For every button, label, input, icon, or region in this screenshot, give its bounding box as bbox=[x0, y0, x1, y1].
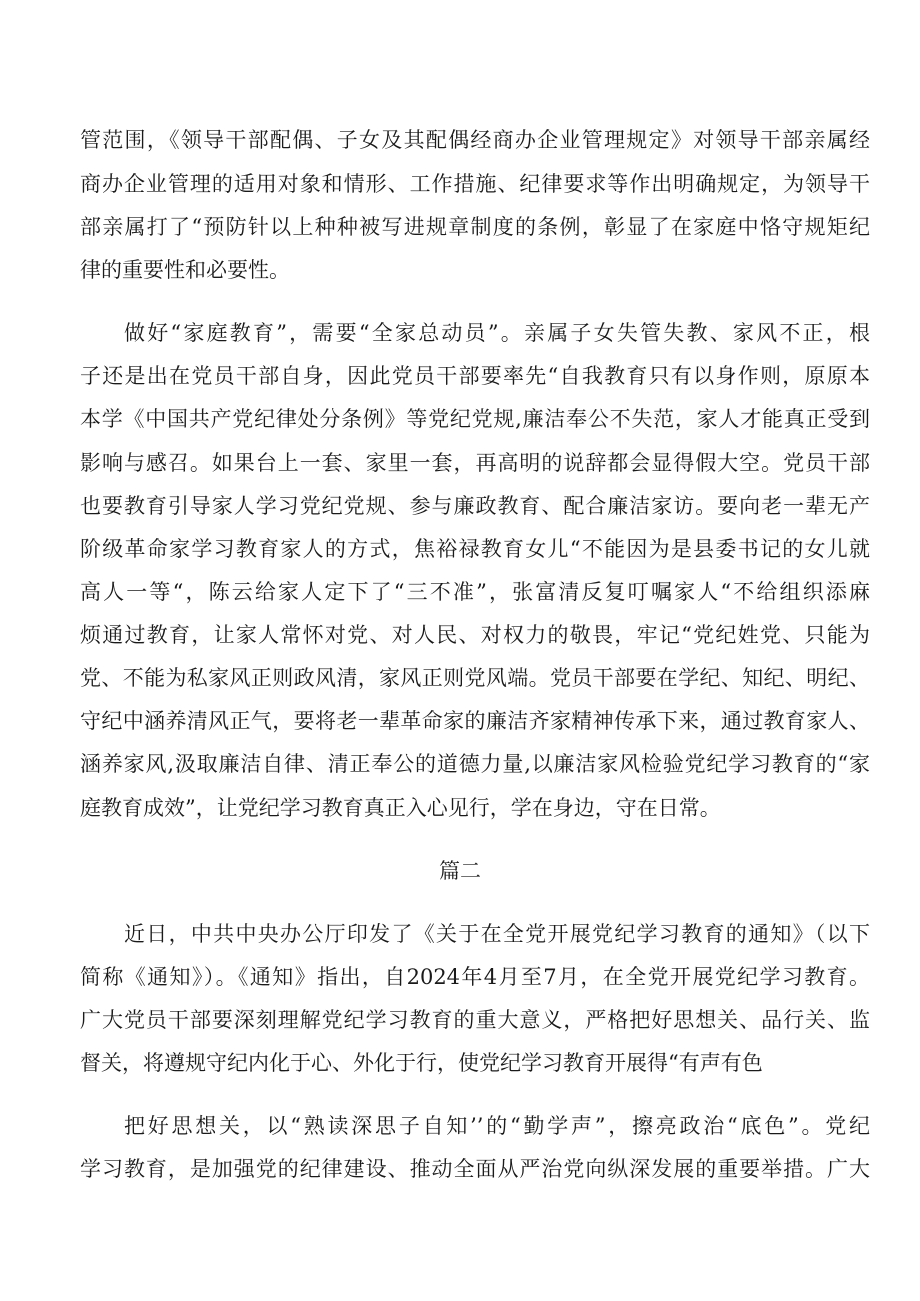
paragraph-2-line-8: 烦通过教育，让家人常怀对党、对人民、对权力的敬畏，牢记“党纪姓党、只能为 bbox=[80, 623, 870, 647]
paragraph-4-line-2: 学习教育，是加强党的纪律建设、推动全面从严治党向纵深发展的重要举措。广大 bbox=[80, 1157, 870, 1181]
paragraph-2-line-2: 子还是出在党员干部自身，因此党员干部要率先“自我教育只有以身作则，原原本 bbox=[80, 364, 870, 388]
paragraph-2-line-7: 高人一等“，陈云给家人定下了“三不准”，张富清反复叮嘱家人“不给组织添麻 bbox=[80, 580, 870, 604]
paragraph-3-line-4: 督关，将遵规守纪内化于心、外化于行，使党纪学习教育开展得“有声有色 bbox=[80, 1051, 763, 1075]
paragraph-2-line-6: 阶级革命家学习教育家人的方式，焦裕禄教育女儿“不能因为是县委书记的女儿就 bbox=[80, 537, 870, 561]
paragraph-2-line-11: 涵养家风,汲取廉洁自律、清正奉公的道德力量,以廉洁家风检验党纪学习教育的“家 bbox=[80, 752, 870, 776]
paragraph-3-line-1: 近日，中共中央办公厅印发了《关于在全党开展党纪学习教育的通知》（以下 bbox=[124, 922, 870, 946]
paragraph-3-line-3: 广大党员干部要深刻理解党纪学习教育的重大意义，严格把好思想关、品行关、监 bbox=[80, 1008, 870, 1032]
paragraph-1-line-4: 律的重要性和必要性。 bbox=[80, 258, 290, 282]
paragraph-1-line-3: 部亲属打了“预防针以上种种被写进规章制度的条例，彰显了在家庭中恪守规矩纪 bbox=[80, 215, 870, 239]
section-heading: 篇二 bbox=[439, 859, 481, 883]
paragraph-2-line-10: 守纪中涵养清风正气，要将老一辈革命家的廉洁齐家精神传承下来，通过教育家人、 bbox=[80, 709, 870, 733]
paragraph-2-line-9: 党、不能为私家风正则政风清，家风正则党风端。党员干部要在学纪、知纪、明纪、 bbox=[80, 666, 870, 690]
paragraph-1-line-1: 管范围，《领导干部配偶、子女及其配偶经商办企业管理规定》对领导干部亲属经 bbox=[80, 128, 870, 152]
paragraph-2-line-1: 做好“家庭教育”，需要“全家总动员”。亲属子女失管失教、家风不正，根 bbox=[124, 321, 870, 345]
paragraph-2-line-12: 庭教育成效”，让党纪学习教育真正入心见行，学在身边，守在日常。 bbox=[80, 796, 721, 820]
paragraph-2-line-3: 本学《中国共产党纪律处分条例》等党纪党规,廉洁奉公不失范，家人才能真正受到 bbox=[80, 407, 870, 431]
paragraph-2-line-5: 也要教育引导家人学习党纪党规、参与廉政教育、配合廉洁家访。要向老一辈无产 bbox=[80, 494, 870, 518]
paragraph-4-line-1: 把好思想关，以“熟读深思子自知’’的“勤学声”，擦亮政治“底色”。党纪 bbox=[124, 1114, 870, 1138]
paragraph-3-line-2: 简称《通知》）。《通知》指出，自2024年4月至7月，在全党开展党纪学习教育。 bbox=[80, 965, 870, 989]
paragraph-1-line-2: 商办企业管理的适用对象和情形、工作措施、纪律要求等作出明确规定，为领导干 bbox=[80, 172, 870, 196]
paragraph-2-line-4: 影响与感召。如果台上一套、家里一套，再高明的说辞都会显得假大空。党员干部 bbox=[80, 451, 870, 475]
